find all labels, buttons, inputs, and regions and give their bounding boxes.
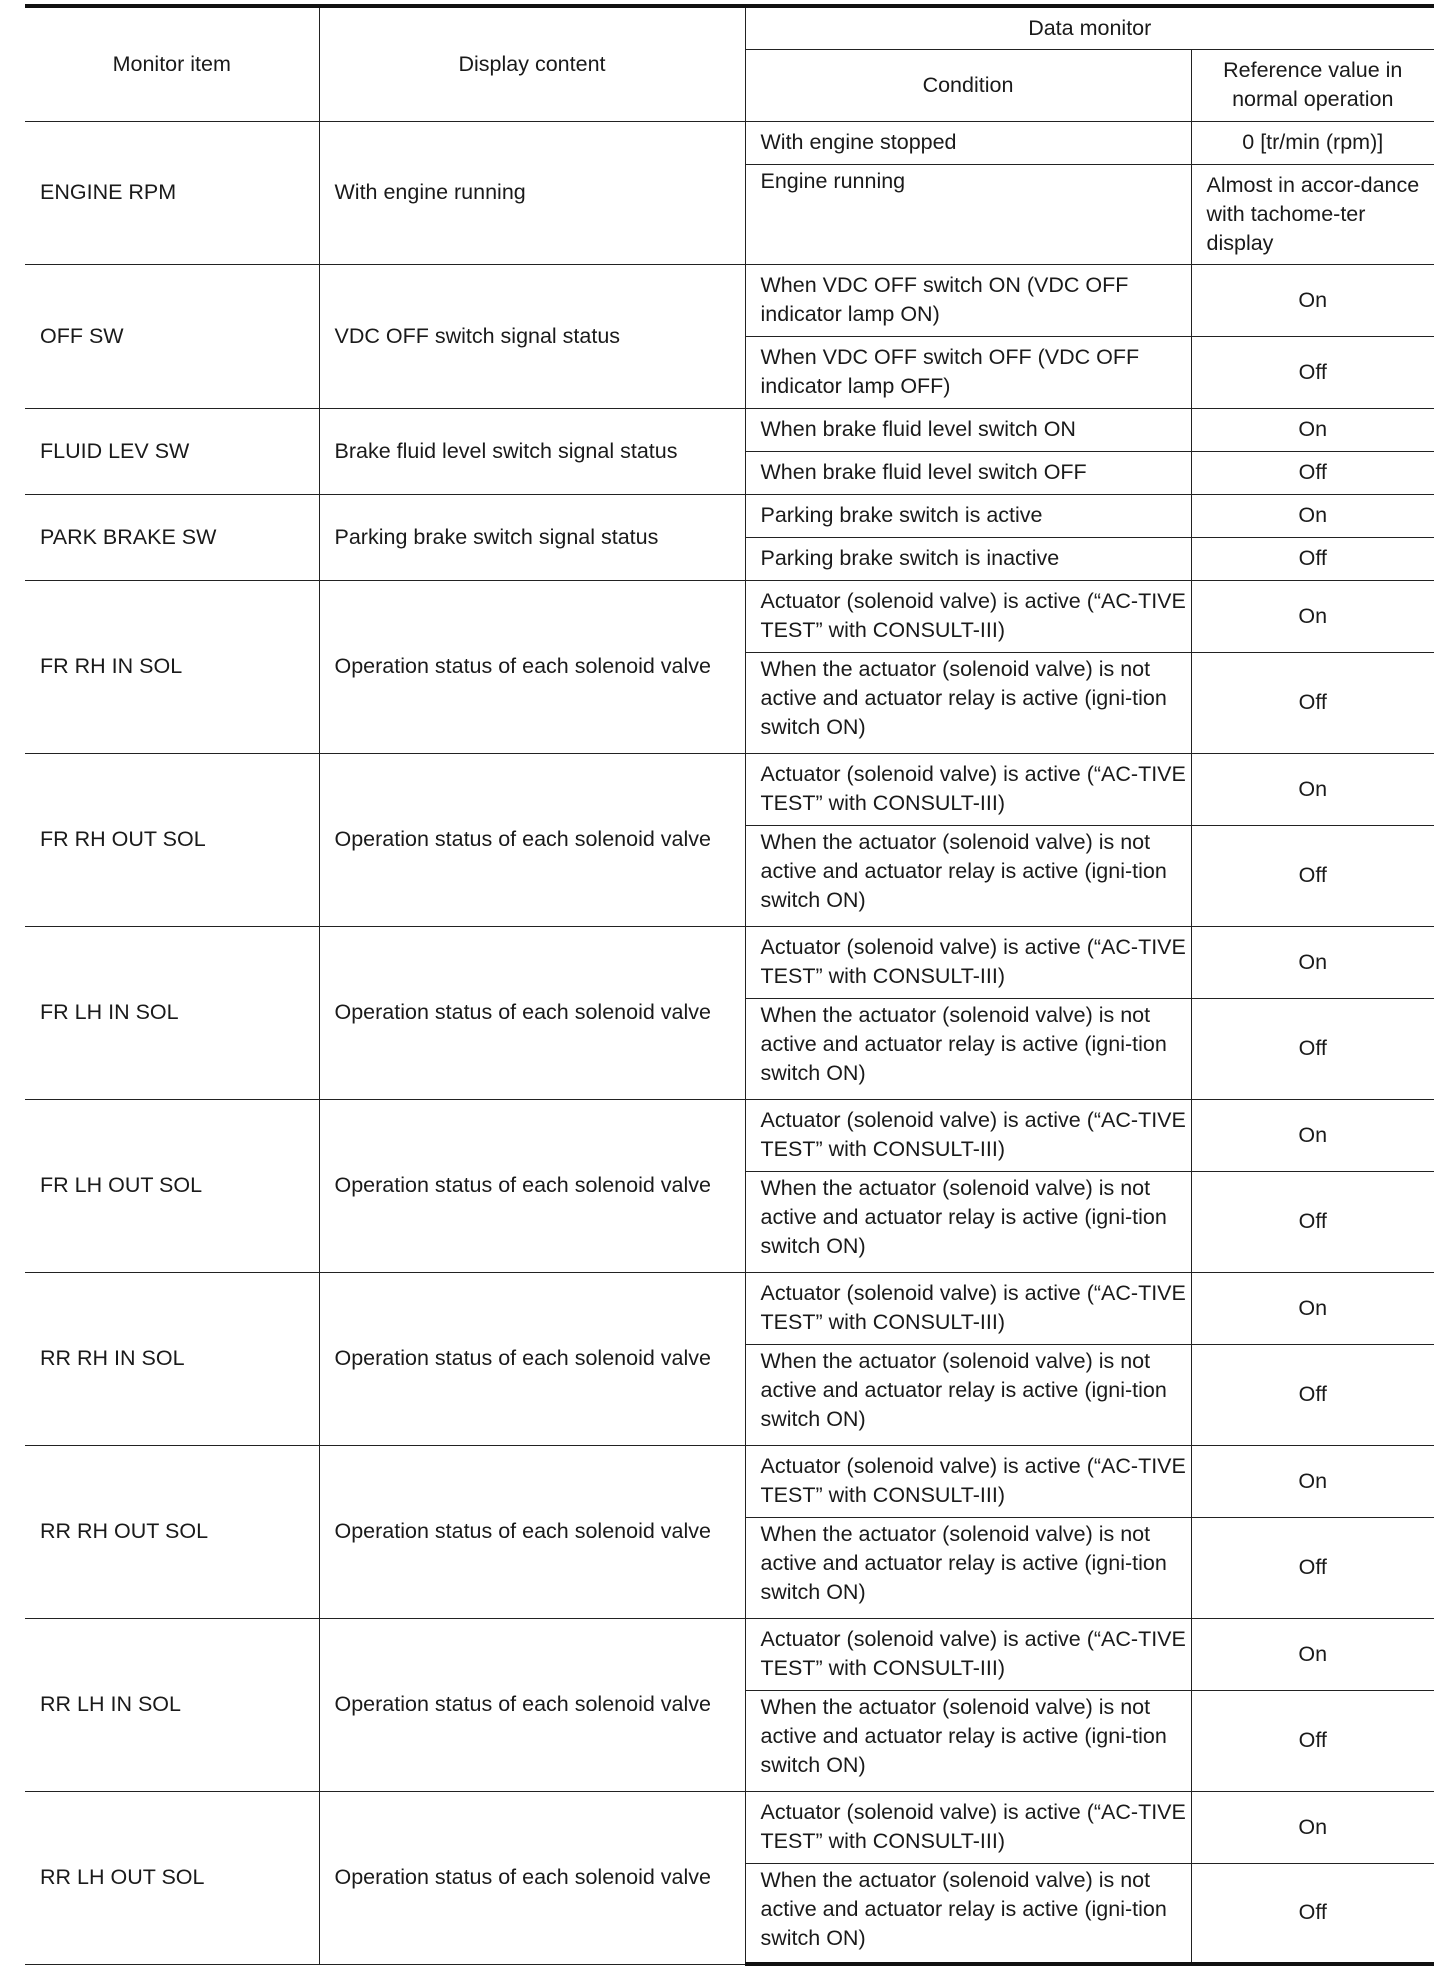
table-row: [25, 580, 1434, 652]
condition-cell: Actuator (solenoid valve) is active (“AC-TIVE TEST” with CONSULT-III): [745, 1445, 1191, 1517]
display-content-cell: With engine running: [319, 121, 745, 264]
monitor-item-cell: PARK BRAKE SW: [25, 494, 319, 580]
table-header: [25, 6, 1434, 121]
header-data-monitor: Data monitor: [745, 6, 1434, 49]
condition-cell: When the actuator (solenoid valve) is not active and actuator relay is active (igni-tion switch ON): [745, 1344, 1191, 1445]
reference-value-cell: On: [1191, 926, 1434, 998]
header-display-content: Display content: [319, 6, 745, 121]
table-row: [25, 121, 1434, 164]
condition-cell: With engine stopped: [745, 121, 1191, 164]
reference-value-cell: On: [1191, 494, 1434, 537]
condition-cell: Actuator (solenoid valve) is active (“AC-TIVE TEST” with CONSULT-III): [745, 580, 1191, 652]
data-monitor-table: [25, 4, 1434, 1966]
table-row: [25, 1272, 1434, 1344]
condition-cell: Actuator (solenoid valve) is active (“AC-TIVE TEST” with CONSULT-III): [745, 1272, 1191, 1344]
display-content-cell: Brake fluid level switch signal status: [319, 408, 745, 494]
reference-value-cell: Almost in accor-dance with tachome-ter display: [1191, 164, 1434, 264]
reference-value-cell: On: [1191, 1272, 1434, 1344]
condition-cell: Parking brake switch is active: [745, 494, 1191, 537]
reference-value-cell: On: [1191, 753, 1434, 825]
table-row: [25, 408, 1434, 451]
monitor-item-cell: RR LH IN SOL: [25, 1618, 319, 1791]
condition-cell: Actuator (solenoid valve) is active (“AC-TIVE TEST” with CONSULT-III): [745, 1791, 1191, 1863]
reference-value-cell: Off: [1191, 451, 1434, 494]
reference-value-cell: On: [1191, 1618, 1434, 1690]
reference-value-cell: Off: [1191, 1863, 1434, 1964]
reference-value-cell: On: [1191, 1791, 1434, 1863]
table-body: [25, 121, 1434, 1964]
table-row: [25, 1099, 1434, 1171]
display-content-cell: Operation status of each solenoid valve: [319, 1791, 745, 1964]
display-content-cell: Operation status of each solenoid valve: [319, 1618, 745, 1791]
condition-cell: Actuator (solenoid valve) is active (“AC-TIVE TEST” with CONSULT-III): [745, 1618, 1191, 1690]
display-content-cell: Operation status of each solenoid valve: [319, 753, 745, 926]
display-content-cell: Operation status of each solenoid valve: [319, 580, 745, 753]
monitor-item-cell: FR RH OUT SOL: [25, 753, 319, 926]
monitor-item-cell: FLUID LEV SW: [25, 408, 319, 494]
reference-value-cell: On: [1191, 264, 1434, 336]
reference-value-cell: Off: [1191, 998, 1434, 1099]
reference-value-cell: On: [1191, 1445, 1434, 1517]
reference-value-cell: Off: [1191, 1690, 1434, 1791]
table-row: [25, 1445, 1434, 1517]
condition-cell: When the actuator (solenoid valve) is not active and actuator relay is active (igni-tion switch ON): [745, 652, 1191, 753]
condition-cell: When brake fluid level switch OFF: [745, 451, 1191, 494]
reference-value-cell: Off: [1191, 1171, 1434, 1272]
table-row: [25, 926, 1434, 998]
reference-value-cell: On: [1191, 408, 1434, 451]
condition-cell: When the actuator (solenoid valve) is not active and actuator relay is active (igni-tion switch ON): [745, 1690, 1191, 1791]
reference-value-cell: Off: [1191, 652, 1434, 753]
reference-value-cell: Off: [1191, 1344, 1434, 1445]
header-monitor-item: Monitor item: [25, 6, 319, 121]
table-row: [25, 494, 1434, 537]
condition-cell: When the actuator (solenoid valve) is not active and actuator relay is active (igni-tion switch ON): [745, 1863, 1191, 1964]
display-content-cell: Parking brake switch signal status: [319, 494, 745, 580]
table-row: [25, 753, 1434, 825]
monitor-item-cell: RR RH OUT SOL: [25, 1445, 319, 1618]
condition-cell: When the actuator (solenoid valve) is not active and actuator relay is active (igni-tion switch ON): [745, 998, 1191, 1099]
monitor-item-cell: RR RH IN SOL: [25, 1272, 319, 1445]
header-condition: Condition: [745, 49, 1191, 121]
reference-value-cell: Off: [1191, 537, 1434, 580]
condition-cell: Actuator (solenoid valve) is active (“AC-TIVE TEST” with CONSULT-III): [745, 1099, 1191, 1171]
display-content-cell: Operation status of each solenoid valve: [319, 1272, 745, 1445]
table-row: [25, 1791, 1434, 1863]
table-row: [25, 1618, 1434, 1690]
condition-cell: When the actuator (solenoid valve) is not active and actuator relay is active (igni-tion switch ON): [745, 1171, 1191, 1272]
display-content-cell: VDC OFF switch signal status: [319, 264, 745, 408]
display-content-cell: Operation status of each solenoid valve: [319, 1445, 745, 1618]
condition-cell: When the actuator (solenoid valve) is not active and actuator relay is active (igni-tion switch ON): [745, 1517, 1191, 1618]
display-content-cell: Operation status of each solenoid valve: [319, 1099, 745, 1272]
condition-cell: Actuator (solenoid valve) is active (“AC-TIVE TEST” with CONSULT-III): [745, 753, 1191, 825]
table-row: [25, 264, 1434, 336]
monitor-item-cell: FR LH OUT SOL: [25, 1099, 319, 1272]
condition-cell: Engine running: [745, 164, 1191, 264]
monitor-item-cell: FR RH IN SOL: [25, 580, 319, 753]
header-reference-value: Reference value in normal operation: [1191, 49, 1434, 121]
reference-value-cell: Off: [1191, 825, 1434, 926]
condition-cell: Parking brake switch is inactive: [745, 537, 1191, 580]
reference-value-cell: 0 [tr/min (rpm)]: [1191, 121, 1434, 164]
reference-value-cell: Off: [1191, 336, 1434, 408]
reference-value-cell: On: [1191, 580, 1434, 652]
reference-value-cell: On: [1191, 1099, 1434, 1171]
condition-cell: When VDC OFF switch ON (VDC OFF indicator lamp ON): [745, 264, 1191, 336]
reference-value-cell: Off: [1191, 1517, 1434, 1618]
condition-cell: When VDC OFF switch OFF (VDC OFF indicator lamp OFF): [745, 336, 1191, 408]
monitor-item-cell: OFF SW: [25, 264, 319, 408]
data-monitor-document: [25, 4, 1434, 1966]
monitor-item-cell: RR LH OUT SOL: [25, 1791, 319, 1964]
condition-cell: Actuator (solenoid valve) is active (“AC-TIVE TEST” with CONSULT-III): [745, 926, 1191, 998]
monitor-item-cell: FR LH IN SOL: [25, 926, 319, 1099]
condition-cell: When brake fluid level switch ON: [745, 408, 1191, 451]
monitor-item-cell: ENGINE RPM: [25, 121, 319, 264]
condition-cell: When the actuator (solenoid valve) is not active and actuator relay is active (igni-tion switch ON): [745, 825, 1191, 926]
display-content-cell: Operation status of each solenoid valve: [319, 926, 745, 1099]
